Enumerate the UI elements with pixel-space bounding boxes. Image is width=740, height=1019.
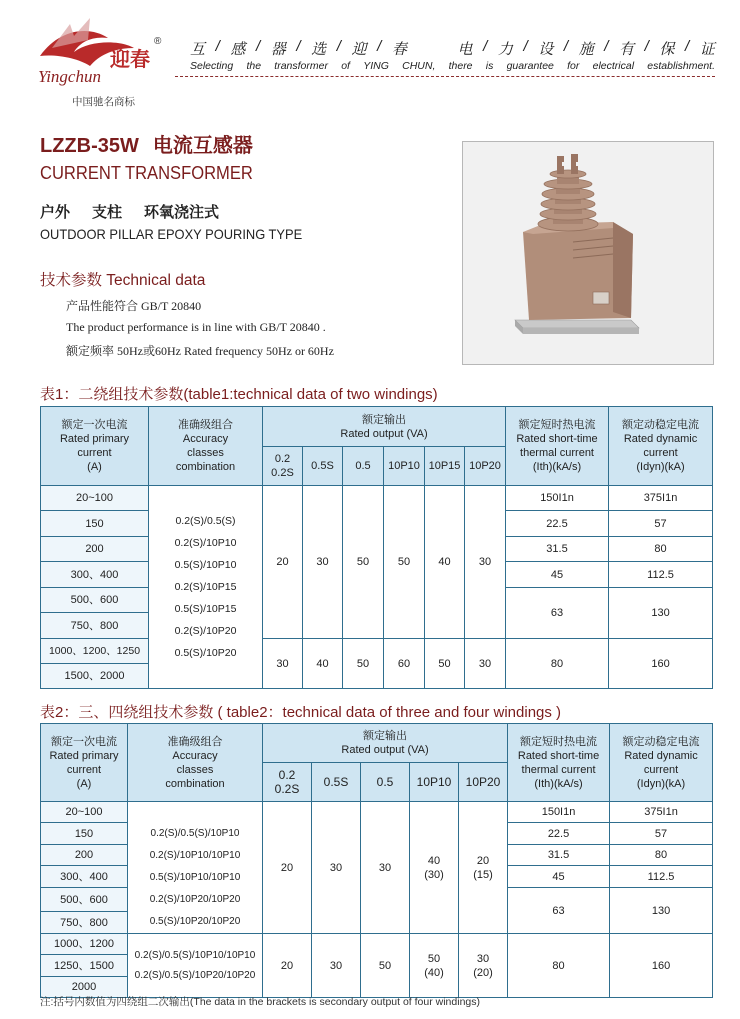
slogan-en-word: the — [246, 60, 262, 72]
product-title — [40, 129, 253, 158]
t2-dynamic: 160 — [610, 934, 713, 998]
t2-output: 30 — [361, 802, 410, 934]
slogan-en-word: guarantee — [506, 60, 554, 72]
t2-header-thermal: 额定短时热电流 Rated short-time thermal current (Ith)(kA/s) — [508, 724, 610, 802]
slogan-cn-char: / — [215, 38, 220, 55]
t1-dynamic: 80 — [609, 537, 713, 562]
t1-col-10P20: 10P20 — [465, 447, 506, 486]
t1-output: 40 — [425, 486, 465, 639]
t1-primary: 1500、2000 — [41, 664, 149, 689]
product-type-cn — [40, 201, 241, 222]
t1-dynamic: 112.5 — [609, 562, 713, 588]
t1-primary: 150 — [41, 511, 149, 537]
product-name-en: CURRENT TRANSFORMER — [40, 163, 253, 183]
header-divider — [175, 76, 715, 77]
t1-col-0.5: 0.5 — [343, 447, 384, 486]
table2-caption: 表2：三、四绕组技术参数 ( table2：technical data of three and four windings ) — [40, 704, 562, 721]
slogan-cn-char: / — [377, 38, 382, 55]
tech-line-frequency: 额定频率 50Hz或60Hz Rated frequency 50Hz or 60Hz — [66, 344, 334, 358]
slogan-cn-char: 迎 — [351, 41, 367, 58]
t1-output: 60 — [384, 639, 425, 689]
slogan-en-word: there — [448, 60, 473, 72]
t1-dynamic: 160 — [609, 639, 713, 689]
t1-output: 20 — [263, 486, 303, 639]
t2-dynamic: 112.5 — [610, 866, 713, 888]
slogan-en-word: establishment. — [647, 60, 715, 72]
t2-thermal: 63 — [508, 888, 610, 934]
t1-output: 30 — [465, 486, 506, 639]
brand-note: 中国驰名商标 — [72, 96, 135, 108]
t2-col-0.2: 0.2 0.2S — [263, 763, 312, 802]
t1-output: 30 — [465, 639, 506, 689]
product-type-en: OUTDOOR PILLAR EPOXY POURING TYPE — [40, 226, 303, 242]
slogan-cn-char: 春 — [391, 41, 407, 58]
footnote: 注:括号内数值为四绕组二次输出(The data in the brackets is secondary output of four windings) — [40, 996, 480, 1008]
t2-dynamic: 130 — [610, 888, 713, 934]
t2-primary: 2000 — [41, 977, 128, 998]
logo-cn-text: 迎春 — [110, 47, 150, 71]
t1-output: 40 — [303, 639, 343, 689]
t1-output: 50 — [425, 639, 465, 689]
tech-line-standard-en: The product performance is in line with GB/T 20840 . — [66, 320, 326, 334]
slogan-cn-char: 设 — [538, 41, 554, 58]
t1-primary: 1000、1200、1250 — [41, 639, 149, 664]
t2-primary: 750、800 — [41, 912, 128, 934]
t1-col-0.2: 0.2 0.2S — [263, 447, 303, 486]
t2-accuracy-list-a: 0.2(S)/0.5(S)/10P10 0.2(S)/10P10/10P10 0.5(S)/10P10/10P10 0.2(S)/10P20/10P20 0.5(S)/10P20/10P20 — [128, 802, 263, 934]
t2-output: 20 (15) — [459, 802, 508, 934]
t1-header-thermal: 额定短时热电流 Rated short-time thermal current (Ith)(kA/s) — [506, 407, 609, 486]
slogan-cn-char: / — [255, 38, 261, 55]
tech-line-standard-cn: 产品性能符合 GB/T 20840 — [66, 299, 202, 313]
t2-primary: 200 — [41, 845, 128, 866]
t2-output: 20 — [263, 802, 312, 934]
t1-primary: 500、600 — [41, 588, 149, 613]
t2-output: 20 — [263, 934, 312, 998]
table1 — [40, 406, 713, 689]
slogan-cn-char: 施 — [578, 41, 594, 58]
t2-primary: 150 — [41, 823, 128, 845]
t2-col-0.5: 0.5 — [361, 763, 410, 802]
type-cn-epoxy: 环氧浇注式 — [144, 204, 220, 221]
t1-thermal: 63 — [506, 588, 609, 639]
registered-mark: ® — [154, 36, 162, 47]
t2-thermal: 31.5 — [508, 845, 610, 866]
logo-script-text: Yingchun — [38, 67, 101, 86]
t1-dynamic: 57 — [609, 511, 713, 537]
t1-output: 50 — [343, 639, 384, 689]
t2-primary: 300、400 — [41, 866, 128, 888]
slogan-cn-char: 感 — [230, 41, 246, 58]
slogan-cn-char: 选 — [311, 41, 327, 58]
slogan-cn — [190, 38, 715, 59]
slogan-cn-char: / — [336, 38, 341, 55]
t1-output: 50 — [384, 486, 425, 639]
t1-dynamic: 375I1n — [609, 486, 713, 511]
slogan-cn-char: / — [523, 38, 528, 55]
slogan-en-word: electrical — [592, 60, 635, 72]
t2-accuracy-list-b: 0.2(S)/0.5(S)/10P10/10P10 0.2(S)/0.5(S)/10P20/10P20 — [128, 934, 263, 998]
t1-accuracy-list: 0.2(S)/0.5(S) 0.2(S)/10P10 0.5(S)/10P10 0.2(S)/10P15 0.5(S)/10P15 0.2(S)/10P20 0.5(S)/10P20 — [149, 486, 263, 689]
t1-output: 30 — [303, 486, 343, 639]
table1-caption: 表1：二绕组技术参数(table1:technical data of two windings) — [40, 386, 438, 403]
t2-output: 30 — [312, 802, 361, 934]
t1-col-0.5S: 0.5S — [303, 447, 343, 486]
slogan-cn-char: 有 — [618, 41, 634, 58]
t1-thermal: 150I1n — [506, 486, 609, 511]
t1-primary: 750、800 — [41, 613, 149, 639]
t1-col-10P15: 10P15 — [425, 447, 465, 486]
slogan-cn-char: / — [644, 38, 649, 55]
slogan-cn-char: / — [684, 38, 690, 55]
t2-output: 30 — [312, 934, 361, 998]
t1-output: 30 — [263, 639, 303, 689]
t2-dynamic: 375I1n — [610, 802, 713, 823]
slogan-cn-char: / — [563, 38, 569, 55]
t2-col-10P10: 10P10 — [410, 763, 459, 802]
product-photo — [462, 141, 714, 365]
t1-header-output: 额定输出 Rated output (VA) — [263, 407, 506, 447]
slogan-en-word: for — [567, 60, 580, 72]
slogan-cn-char: 器 — [270, 41, 286, 58]
brand-logo — [30, 18, 170, 98]
slogan-en-word: transformer — [274, 60, 328, 72]
t2-output: 40 (30) — [410, 802, 459, 934]
type-cn-outdoor: 户外 — [40, 204, 71, 221]
t1-header-dynamic: 额定动稳定电流 Rated dynamic current (Idyn)(kA) — [609, 407, 713, 486]
t1-header-accuracy: 准确级组合 Accuracy classes combination — [149, 407, 263, 486]
slogan-cn-char: 力 — [497, 41, 513, 58]
t1-output: 50 — [343, 486, 384, 639]
slogan-en — [190, 60, 715, 72]
table2 — [40, 723, 713, 998]
t2-dynamic: 57 — [610, 823, 713, 845]
slogan-cn-char: 电 — [457, 41, 473, 58]
slogan-en-word: YING — [363, 60, 389, 72]
t1-thermal: 22.5 — [506, 511, 609, 537]
product-name-cn: 电流互感器 — [152, 135, 253, 157]
slogan-en-word: Selecting — [190, 60, 234, 72]
t1-thermal: 80 — [506, 639, 609, 689]
slogan-cn-char: / — [483, 38, 488, 55]
t1-primary: 20~100 — [41, 486, 149, 511]
t2-col-0.5S: 0.5S — [312, 763, 361, 802]
t2-thermal: 45 — [508, 866, 610, 888]
t1-thermal: 45 — [506, 562, 609, 588]
t2-header-primary: 额定一次电流 Rated primary current (A) — [41, 724, 128, 802]
t2-output: 50 — [361, 934, 410, 998]
t2-primary: 1000、1200 — [41, 934, 128, 955]
slogan-cn-char: 保 — [659, 41, 675, 58]
technical-data-heading: 技术参数 Technical data — [40, 272, 206, 289]
t2-thermal: 150I1n — [508, 802, 610, 823]
t1-primary: 200 — [41, 537, 149, 562]
model-number: LZZB-35W — [40, 135, 139, 157]
t1-dynamic: 130 — [609, 588, 713, 639]
t1-thermal: 31.5 — [506, 537, 609, 562]
t2-col-10P20: 10P20 — [459, 763, 508, 802]
t2-output: 30 (20) — [459, 934, 508, 998]
t1-primary: 300、400 — [41, 562, 149, 588]
t2-output: 50 (40) — [410, 934, 459, 998]
t2-primary: 1250、1500 — [41, 955, 128, 977]
t2-header-output: 额定输出 Rated output (VA) — [263, 724, 508, 763]
slogan-cn-char: / — [604, 38, 609, 55]
slogan-en-word: CHUN, — [402, 60, 436, 72]
slogan-en-word: of — [341, 60, 350, 72]
t2-thermal: 22.5 — [508, 823, 610, 845]
slogan-cn-char: / — [296, 38, 301, 55]
t2-header-dynamic: 额定动稳定电流 Rated dynamic current (Idyn)(kA) — [610, 724, 713, 802]
type-cn-pillar: 支柱 — [92, 204, 123, 221]
slogan-en-word: is — [485, 60, 494, 72]
t2-thermal: 80 — [508, 934, 610, 998]
slogan-cn-char: 证 — [699, 41, 715, 58]
slogan-cn-char: 互 — [190, 41, 206, 58]
t2-primary: 500、600 — [41, 888, 128, 912]
t2-header-accuracy: 准确级组合 Accuracy classes combination — [128, 724, 263, 802]
t1-header-primary: 额定一次电流 Rated primary current (A) — [41, 407, 149, 486]
t2-primary: 20~100 — [41, 802, 128, 823]
t1-col-10P10: 10P10 — [384, 447, 425, 486]
t2-dynamic: 80 — [610, 845, 713, 866]
